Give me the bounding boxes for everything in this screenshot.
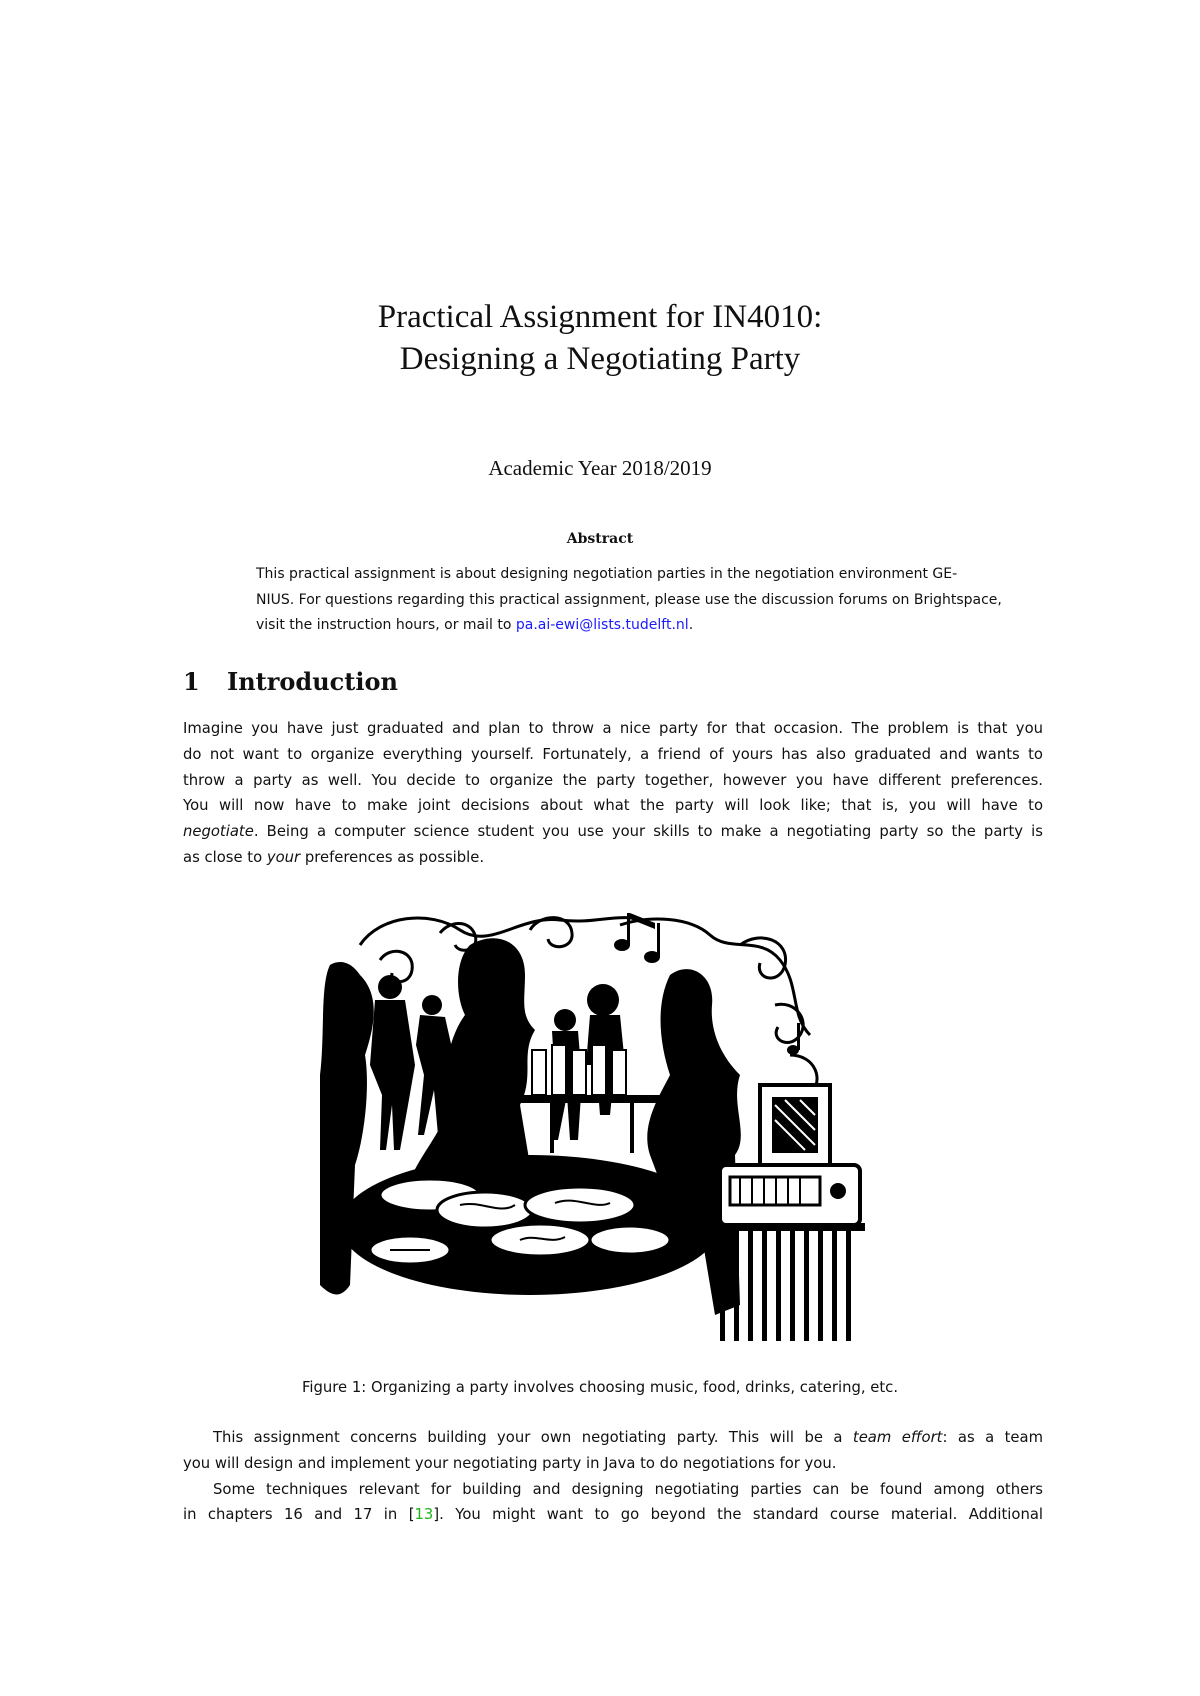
body-p2-line-2 — [183, 1502, 1043, 1528]
emphasis-negotiate: negotiate — [183, 823, 254, 841]
intro-line-5 — [183, 819, 1043, 845]
abstract-text — [256, 562, 1002, 639]
intro-line-6-end: preferences as possible. — [300, 848, 485, 866]
emphasis-team-effort: team effort — [852, 1429, 943, 1446]
intro-line-2: do not want to organize everything yourself. Fortunately, a friend of yours has also graduated and wants to — [183, 745, 1043, 763]
body-p1-line-1 — [183, 1425, 1043, 1451]
body-paragraph-1 — [183, 1425, 1043, 1528]
intro-line-5-text: . Being a computer science student you use your skills to make a negotiating party so the party is — [253, 823, 1043, 841]
abstract-heading: Abstract — [566, 531, 634, 547]
intro-line-1: Imagine you have just graduated and plan to throw a nice party for that occasion. The problem is that you — [183, 720, 1043, 737]
genius-tail-1: E- — [943, 566, 958, 582]
abstract-line-3-text: visit the instruction hours, or mail to — [256, 617, 516, 633]
body-p1-line-1-end: : as a team — [942, 1429, 1044, 1446]
figure-caption: Figure 1: Organizing a party involves choosing music, food, drinks, catering, etc. — [301, 1379, 899, 1396]
academic-year: Academic Year 2018/2019 — [488, 456, 712, 480]
title-line-1: Practical Assignment for IN4010: — [377, 299, 823, 335]
body-p1-line-2: you will design and implement your negotiating party in Java to do negotiations for you. — [183, 1454, 837, 1472]
abstract-line-3 — [256, 613, 978, 639]
body-p2-line-1: Some techniques relevant for building and designing negotiating parties can be found among others — [213, 1480, 1043, 1498]
body-p1-line-1-start: This assignment concerns building your own negotiating party. This will be a — [213, 1429, 853, 1446]
abstract-line-1-text: This practical assignment is about designing negotiation parties in the negotiation environment G — [256, 566, 944, 582]
abstract-line-3-end: . — [688, 617, 694, 633]
emphasis-your: your — [266, 848, 301, 866]
intro-paragraph — [183, 716, 1043, 871]
abstract-line-2-text: . For questions regarding this practical assignment, please use the discussion forums on Brightspace, — [289, 591, 1002, 608]
intro-line-6-start: as close to — [183, 848, 267, 866]
section-heading-introduction — [183, 667, 398, 696]
paper-title — [0, 296, 1200, 380]
abstract-line-1 — [256, 562, 978, 588]
body-p2-line-2-start: in chapters 16 and 17 in [ — [183, 1506, 415, 1524]
email-link[interactable]: pa.ai-ewi@lists.tudelft.nl — [515, 617, 689, 633]
title-line-2: Designing a Negotiating Party — [399, 341, 801, 377]
section-title: Introduction — [227, 667, 398, 696]
genius-tail-2: NIUS — [256, 591, 290, 608]
body-p2-line-2-end: ]. You might want to go beyond the standard course material. Additional — [433, 1506, 1043, 1524]
intro-line-4: You will now have to make joint decisions about what the party will look like; that is, you will have to — [183, 797, 1043, 815]
party-illustration — [320, 905, 880, 1341]
intro-line-3: throw a party as well. You decide to organize the party together, however you have different preferences. — [183, 771, 1043, 789]
citation-link[interactable]: 13 — [414, 1506, 434, 1524]
section-number: 1 — [183, 667, 200, 696]
abstract-line-2 — [256, 588, 1002, 614]
intro-line-6 — [183, 845, 1043, 871]
